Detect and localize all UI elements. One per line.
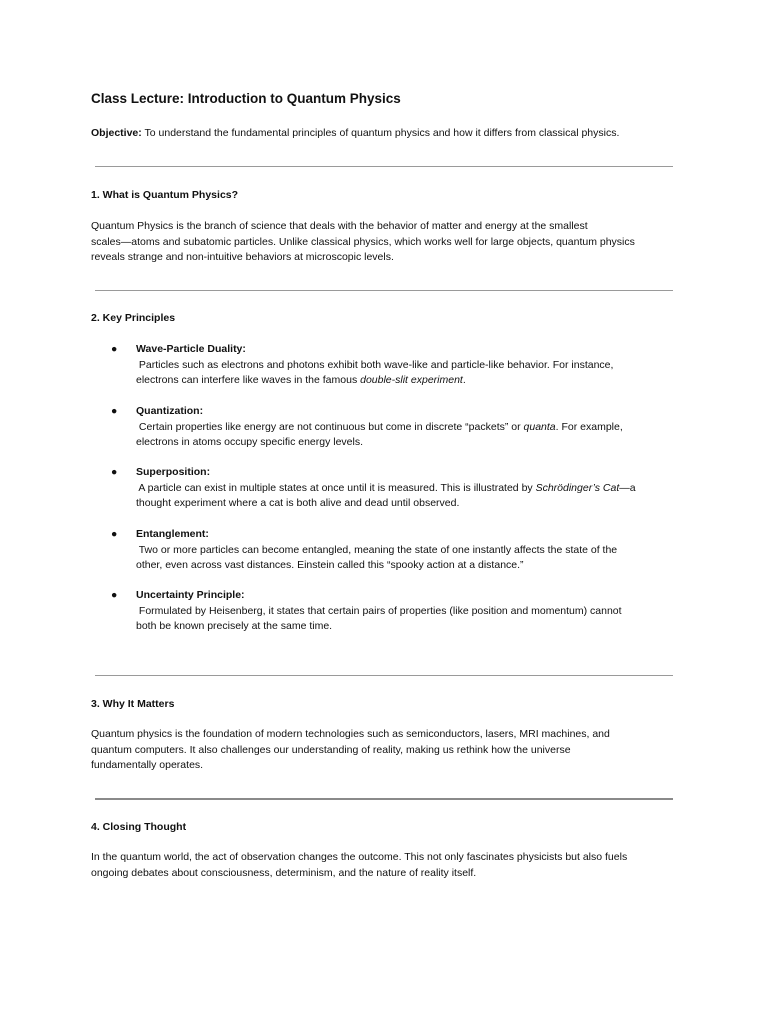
description-line: other, even across vast distances. Einstein called this “spooky action at a distance.” <box>136 559 524 571</box>
description-line: Two or more particles can become entangled, meaning the state of one instantly affects the state of the <box>136 543 618 556</box>
description-line: electrons in atoms occupy specific energy levels. <box>136 436 364 448</box>
description-text: Certain properties like energy are not continuous but come in discrete “packets” or <box>136 420 524 433</box>
description-text: —a <box>619 481 636 494</box>
objective-text: To understand the fundamental principles of quantum physics and how it differs from classical physics. <box>144 127 620 139</box>
principle-description <box>136 358 613 389</box>
principle-description <box>136 481 636 512</box>
bullet-icon: ● <box>111 589 118 601</box>
description-line: Particles such as electrons and photons exhibit both wave-like and particle-like behavior. For instance, <box>136 358 614 371</box>
principle-description <box>136 543 617 574</box>
bullet-icon: ● <box>111 466 118 478</box>
description-text: . For example, <box>555 420 623 433</box>
section-body-why-it-matters <box>91 727 681 774</box>
paragraph-line: reveals strange and non-intuitive behaviors at microscopic levels. <box>91 251 394 264</box>
description-text: . <box>462 374 466 386</box>
description-line: thought experiment where a cat is both alive and dead until observed. <box>136 497 460 509</box>
section-divider <box>95 166 673 167</box>
paragraph-line: Quantum physics is the foundation of modern technologies such as semiconductors, lasers, MRI machines, and <box>91 728 610 740</box>
description-line: both be known precisely at the same time. <box>136 620 333 632</box>
paragraph-line: In the quantum world, the act of observation changes the outcome. This not only fascinates physicists but also fuels <box>91 851 628 863</box>
principle-term: Quantization: <box>136 405 204 417</box>
bullet-icon: ● <box>111 528 118 540</box>
section-heading-why-it-matters: 3. Why It Matters <box>91 698 175 710</box>
paragraph-line: quantum computers. It also challenges our understanding of reality, making us rethink how the universe <box>91 743 571 756</box>
description-text: electrons can interfere like waves in the famous <box>136 374 361 386</box>
bullet-icon: ● <box>111 405 118 417</box>
section-heading-key-principles: 2. Key Principles <box>91 312 176 324</box>
principle-term: Uncertainty Principle: <box>136 589 245 601</box>
section-divider <box>95 798 673 800</box>
section-divider <box>95 290 673 291</box>
description-text: A particle can exist in multiple states at once until it is measured. This is illustrated by <box>136 481 536 494</box>
paragraph-line: Quantum Physics is the branch of science that deals with the behavior of matter and energy at the smallest <box>91 220 588 232</box>
description-line: Formulated by Heisenberg, it states that certain pairs of properties (like position and momentum) cannot <box>136 604 622 617</box>
principle-term: Superposition: <box>136 466 211 478</box>
section-heading-what-is: 1. What is Quantum Physics? <box>91 189 239 201</box>
description-emphasis: Schrödinger’s Cat <box>535 481 620 494</box>
principle-term: Entanglement: <box>136 528 209 540</box>
principle-description <box>136 420 623 451</box>
section-body-closing-thought <box>91 850 681 881</box>
section-heading-closing-thought: 4. Closing Thought <box>91 821 187 833</box>
description-line <box>136 373 613 389</box>
principle-description <box>136 604 622 635</box>
principle-term: Wave-Particle Duality: <box>136 343 246 355</box>
section-divider <box>95 675 673 676</box>
paragraph-line: scales—atoms and subatomic particles. Unlike classical physics, which works well for large objects, quantum physics <box>91 235 635 248</box>
description-emphasis: quanta <box>523 420 556 433</box>
page-title: Class Lecture: Introduction to Quantum Physics <box>91 91 401 106</box>
description-line <box>136 420 623 436</box>
paragraph-line: fundamentally operates. <box>91 759 204 772</box>
objective <box>91 126 619 142</box>
objective-label: Objective: <box>91 127 142 139</box>
paragraph-line: ongoing debates about consciousness, determinism, and the nature of reality itself. <box>91 866 477 879</box>
section-body-what-is <box>91 219 681 266</box>
description-emphasis: double-slit experiment <box>360 374 463 386</box>
description-line <box>136 481 636 497</box>
bullet-icon: ● <box>111 343 118 355</box>
